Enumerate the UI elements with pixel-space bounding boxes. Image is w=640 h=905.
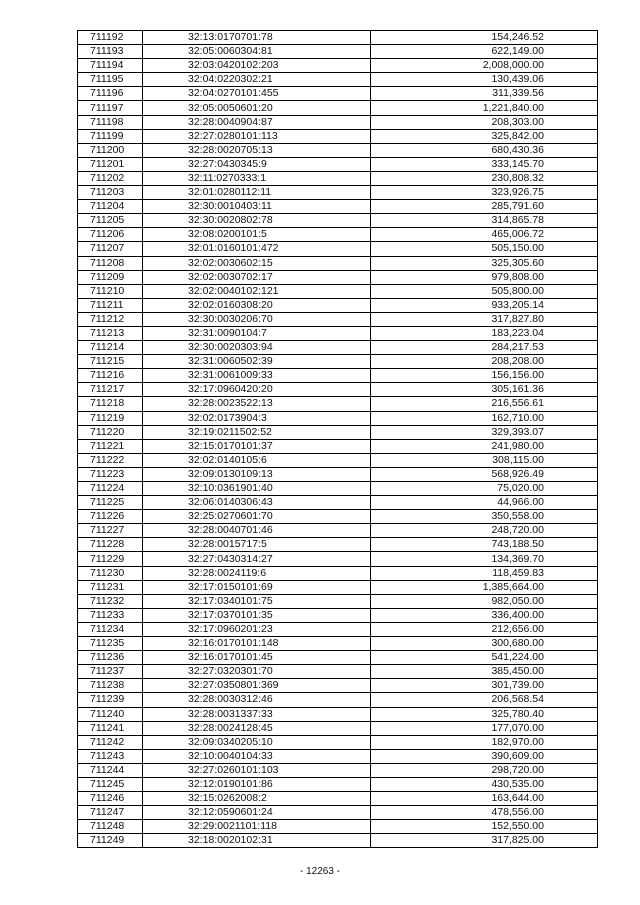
table-row <box>78 622 598 636</box>
cadastral-number-cell: 32:05:0060304:81 <box>143 45 371 59</box>
cadastral-number-cell: 32:28:0030312:46 <box>143 693 371 707</box>
cadastral-number-cell: 32:28:0023522:13 <box>143 397 371 411</box>
cadastral-number-cell: 32:29:0021101:118 <box>143 820 371 834</box>
value-cell: 329,393.07 <box>371 425 598 439</box>
cadastral-number-cell: 32:27:0430345:9 <box>143 157 371 171</box>
row-number-cell: 711225 <box>78 496 143 510</box>
row-number-cell: 711219 <box>78 411 143 425</box>
value-cell: 325,842.00 <box>371 129 598 143</box>
table-row <box>78 665 598 679</box>
cadastral-number-cell: 32:17:0960201:23 <box>143 622 371 636</box>
value-cell: 2,008,000.00 <box>371 59 598 73</box>
row-number-cell: 711239 <box>78 693 143 707</box>
row-number-cell: 711248 <box>78 820 143 834</box>
cadastral-number-cell: 32:28:0031337:33 <box>143 707 371 721</box>
cadastral-number-cell: 32:17:0340101:75 <box>143 594 371 608</box>
table-body <box>78 31 598 848</box>
cadastral-number-cell: 32:04:0220302:21 <box>143 73 371 87</box>
row-number-cell: 711244 <box>78 763 143 777</box>
row-number-cell: 711210 <box>78 284 143 298</box>
row-number-cell: 711204 <box>78 200 143 214</box>
cadastral-number-cell: 32:30:0020802:78 <box>143 214 371 228</box>
row-number-cell: 711200 <box>78 143 143 157</box>
table-row <box>78 59 598 73</box>
row-number-cell: 711241 <box>78 721 143 735</box>
value-cell: 300,680.00 <box>371 637 598 651</box>
table-row <box>78 411 598 425</box>
table-row <box>78 566 598 580</box>
value-cell: 325,780.40 <box>371 707 598 721</box>
cadastral-number-cell: 32:16:0170101:148 <box>143 637 371 651</box>
row-number-cell: 711193 <box>78 45 143 59</box>
value-cell: 130,439.06 <box>371 73 598 87</box>
row-number-cell: 711245 <box>78 777 143 791</box>
cadastral-number-cell: 32:27:0280101:113 <box>143 129 371 143</box>
table-row <box>78 143 598 157</box>
cadastral-number-cell: 32:28:0024128:45 <box>143 721 371 735</box>
table-row <box>78 73 598 87</box>
row-number-cell: 711208 <box>78 256 143 270</box>
cadastral-value-table <box>77 30 598 848</box>
cadastral-number-cell: 32:02:0030702:17 <box>143 270 371 284</box>
table-row <box>78 200 598 214</box>
cadastral-number-cell: 32:12:0590601:24 <box>143 806 371 820</box>
row-number-cell: 711237 <box>78 665 143 679</box>
cadastral-number-cell: 32:28:0015717:5 <box>143 538 371 552</box>
table-row <box>78 707 598 721</box>
value-cell: 44,966.00 <box>371 496 598 510</box>
value-cell: 241,980.00 <box>371 439 598 453</box>
row-number-cell: 711199 <box>78 129 143 143</box>
value-cell: 333,145.70 <box>371 157 598 171</box>
value-cell: 208,208.00 <box>371 355 598 369</box>
value-cell: 177,070.00 <box>371 721 598 735</box>
row-number-cell: 711231 <box>78 580 143 594</box>
table-row <box>78 101 598 115</box>
table-row <box>78 651 598 665</box>
value-cell: 743,188.50 <box>371 538 598 552</box>
cadastral-number-cell: 32:08:0200101:5 <box>143 228 371 242</box>
row-number-cell: 711195 <box>78 73 143 87</box>
value-cell: 541,224.00 <box>371 651 598 665</box>
value-cell: 75,020.00 <box>371 482 598 496</box>
cadastral-number-cell: 32:02:0140105:6 <box>143 453 371 467</box>
cadastral-number-cell: 32:01:0160101:472 <box>143 242 371 256</box>
value-cell: 317,827.80 <box>371 312 598 326</box>
cadastral-number-cell: 32:27:0430314:27 <box>143 552 371 566</box>
value-cell: 430,535.00 <box>371 777 598 791</box>
row-number-cell: 711207 <box>78 242 143 256</box>
value-cell: 285,791.60 <box>371 200 598 214</box>
cadastral-number-cell: 32:27:0320301:70 <box>143 665 371 679</box>
row-number-cell: 711215 <box>78 355 143 369</box>
cadastral-number-cell: 32:15:0262008:2 <box>143 792 371 806</box>
table-row <box>78 341 598 355</box>
row-number-cell: 711205 <box>78 214 143 228</box>
row-number-cell: 711196 <box>78 87 143 101</box>
table-row <box>78 482 598 496</box>
value-cell: 118,459.83 <box>371 566 598 580</box>
table-row <box>78 792 598 806</box>
row-number-cell: 711206 <box>78 228 143 242</box>
row-number-cell: 711226 <box>78 510 143 524</box>
cadastral-number-cell: 32:05:0050601:20 <box>143 101 371 115</box>
page-number: - 12263 - <box>299 866 341 877</box>
value-cell: 979,808.00 <box>371 270 598 284</box>
row-number-cell: 711228 <box>78 538 143 552</box>
table-row <box>78 369 598 383</box>
cadastral-number-cell: 32:18:0020102:31 <box>143 834 371 848</box>
row-number-cell: 711197 <box>78 101 143 115</box>
table-row <box>78 777 598 791</box>
table-row <box>78 510 598 524</box>
value-cell: 390,609.00 <box>371 749 598 763</box>
row-number-cell: 711229 <box>78 552 143 566</box>
table-row <box>78 45 598 59</box>
row-number-cell: 711201 <box>78 157 143 171</box>
cadastral-number-cell: 32:15:0170101:37 <box>143 439 371 453</box>
table-row <box>78 580 598 594</box>
value-cell: 308,115.00 <box>371 453 598 467</box>
row-number-cell: 711221 <box>78 439 143 453</box>
cadastral-number-cell: 32:31:0060502:39 <box>143 355 371 369</box>
row-number-cell: 711240 <box>78 707 143 721</box>
cadastral-number-cell: 32:09:0340205:10 <box>143 735 371 749</box>
table-row <box>78 326 598 340</box>
table-row <box>78 693 598 707</box>
value-cell: 152,550.00 <box>371 820 598 834</box>
value-cell: 230,808.32 <box>371 171 598 185</box>
cadastral-number-cell: 32:11:0270333:1 <box>143 171 371 185</box>
table-row <box>78 270 598 284</box>
row-number-cell: 711236 <box>78 651 143 665</box>
row-number-cell: 711227 <box>78 524 143 538</box>
cadastral-number-cell: 32:30:0020303:94 <box>143 341 371 355</box>
value-cell: 314,865.78 <box>371 214 598 228</box>
table-row <box>78 496 598 510</box>
cadastral-number-cell: 32:13:0170701:78 <box>143 31 371 45</box>
table-row <box>78 608 598 622</box>
cadastral-number-cell: 32:30:0030206:70 <box>143 312 371 326</box>
value-cell: 317,825.00 <box>371 834 598 848</box>
table-row <box>78 214 598 228</box>
value-cell: 163,644.00 <box>371 792 598 806</box>
row-number-cell: 711249 <box>78 834 143 848</box>
row-number-cell: 711222 <box>78 453 143 467</box>
cadastral-number-cell: 32:02:0040102:121 <box>143 284 371 298</box>
table-row <box>78 637 598 651</box>
row-number-cell: 711213 <box>78 326 143 340</box>
value-cell: 182,970.00 <box>371 735 598 749</box>
cadastral-number-cell: 32:10:0040104:33 <box>143 749 371 763</box>
row-number-cell: 711211 <box>78 298 143 312</box>
value-cell: 208,303.00 <box>371 115 598 129</box>
value-cell: 301,739.00 <box>371 679 598 693</box>
table-row <box>78 425 598 439</box>
cadastral-number-cell: 32:03:0420102:203 <box>143 59 371 73</box>
value-cell: 350,558.00 <box>371 510 598 524</box>
row-number-cell: 711224 <box>78 482 143 496</box>
row-number-cell: 711202 <box>78 171 143 185</box>
value-cell: 284,217.53 <box>371 341 598 355</box>
table-row <box>78 453 598 467</box>
table-row <box>78 129 598 143</box>
row-number-cell: 711220 <box>78 425 143 439</box>
value-cell: 1,221,840.00 <box>371 101 598 115</box>
value-cell: 1,385,664.00 <box>371 580 598 594</box>
value-cell: 505,150.00 <box>371 242 598 256</box>
row-number-cell: 711247 <box>78 806 143 820</box>
table-row <box>78 284 598 298</box>
value-cell: 216,556.61 <box>371 397 598 411</box>
cadastral-number-cell: 32:31:0061009:33 <box>143 369 371 383</box>
row-number-cell: 711212 <box>78 312 143 326</box>
table-row <box>78 538 598 552</box>
table-row <box>78 806 598 820</box>
value-cell: 933,205.14 <box>371 298 598 312</box>
value-cell: 982,050.00 <box>371 594 598 608</box>
table-row <box>78 242 598 256</box>
cadastral-number-cell: 32:17:0960420:20 <box>143 383 371 397</box>
table-row <box>78 171 598 185</box>
row-number-cell: 711194 <box>78 59 143 73</box>
cadastral-number-cell: 32:02:0160308:20 <box>143 298 371 312</box>
value-cell: 336,400.00 <box>371 608 598 622</box>
value-cell: 154,246.52 <box>371 31 598 45</box>
value-cell: 305,161.36 <box>371 383 598 397</box>
row-number-cell: 711246 <box>78 792 143 806</box>
value-cell: 325,305.60 <box>371 256 598 270</box>
value-cell: 311,339.56 <box>371 87 598 101</box>
value-cell: 183,223.04 <box>371 326 598 340</box>
row-number-cell: 711223 <box>78 467 143 481</box>
row-number-cell: 711217 <box>78 383 143 397</box>
table-row <box>78 552 598 566</box>
table-row <box>78 157 598 171</box>
table-row <box>78 679 598 693</box>
table-row <box>78 524 598 538</box>
row-number-cell: 711218 <box>78 397 143 411</box>
cadastral-number-cell: 32:31:0090104:7 <box>143 326 371 340</box>
value-cell: 134,369.70 <box>371 552 598 566</box>
table-row <box>78 820 598 834</box>
cadastral-number-cell: 32:28:0040701:46 <box>143 524 371 538</box>
cadastral-number-cell: 32:02:0173904:3 <box>143 411 371 425</box>
value-cell: 568,926.49 <box>371 467 598 481</box>
cadastral-number-cell: 32:17:0370101:35 <box>143 608 371 622</box>
table-row <box>78 31 598 45</box>
value-cell: 212,656.00 <box>371 622 598 636</box>
row-number-cell: 711233 <box>78 608 143 622</box>
cadastral-number-cell: 32:16:0170101:45 <box>143 651 371 665</box>
table-row <box>78 312 598 326</box>
value-cell: 162,710.00 <box>371 411 598 425</box>
cadastral-number-cell: 32:01:0280112:11 <box>143 186 371 200</box>
cadastral-number-cell: 32:02:0030602:15 <box>143 256 371 270</box>
value-cell: 323,926.75 <box>371 186 598 200</box>
cadastral-number-cell: 32:30:0010403:11 <box>143 200 371 214</box>
table-row <box>78 256 598 270</box>
row-number-cell: 711216 <box>78 369 143 383</box>
table-row <box>78 594 598 608</box>
data-table-container <box>77 30 597 848</box>
cadastral-number-cell: 32:28:0020705:13 <box>143 143 371 157</box>
row-number-cell: 711230 <box>78 566 143 580</box>
cadastral-number-cell: 32:25:0270601:70 <box>143 510 371 524</box>
row-number-cell: 711192 <box>78 31 143 45</box>
table-row <box>78 749 598 763</box>
table-row <box>78 763 598 777</box>
cadastral-number-cell: 32:28:0024119:6 <box>143 566 371 580</box>
value-cell: 478,556.00 <box>371 806 598 820</box>
row-number-cell: 711243 <box>78 749 143 763</box>
value-cell: 206,568.54 <box>371 693 598 707</box>
row-number-cell: 711242 <box>78 735 143 749</box>
table-row <box>78 228 598 242</box>
row-number-cell: 711214 <box>78 341 143 355</box>
row-number-cell: 711203 <box>78 186 143 200</box>
table-row <box>78 298 598 312</box>
row-number-cell: 711198 <box>78 115 143 129</box>
cadastral-number-cell: 32:27:0350801:369 <box>143 679 371 693</box>
table-row <box>78 87 598 101</box>
table-row <box>78 721 598 735</box>
value-cell: 465,006.72 <box>371 228 598 242</box>
cadastral-number-cell: 32:04:0270101:455 <box>143 87 371 101</box>
cadastral-number-cell: 32:12:0190101:86 <box>143 777 371 791</box>
table-row <box>78 186 598 200</box>
table-row <box>78 834 598 848</box>
table-row <box>78 467 598 481</box>
value-cell: 248,720.00 <box>371 524 598 538</box>
table-row <box>78 115 598 129</box>
row-number-cell: 711235 <box>78 637 143 651</box>
value-cell: 298,720.00 <box>371 763 598 777</box>
value-cell: 385,450.00 <box>371 665 598 679</box>
row-number-cell: 711238 <box>78 679 143 693</box>
row-number-cell: 711232 <box>78 594 143 608</box>
row-number-cell: 711209 <box>78 270 143 284</box>
table-row <box>78 397 598 411</box>
row-number-cell: 711234 <box>78 622 143 636</box>
value-cell: 680,430.36 <box>371 143 598 157</box>
cadastral-number-cell: 32:06:0140306:43 <box>143 496 371 510</box>
value-cell: 156,156.00 <box>371 369 598 383</box>
table-row <box>78 439 598 453</box>
cadastral-number-cell: 32:10:0361901:40 <box>143 482 371 496</box>
value-cell: 505,800.00 <box>371 284 598 298</box>
table-row <box>78 735 598 749</box>
value-cell: 622,149.00 <box>371 45 598 59</box>
cadastral-number-cell: 32:09:0130109:13 <box>143 467 371 481</box>
table-row <box>78 383 598 397</box>
cadastral-number-cell: 32:17:0150101:69 <box>143 580 371 594</box>
cadastral-number-cell: 32:19:0211502:52 <box>143 425 371 439</box>
table-row <box>78 355 598 369</box>
cadastral-number-cell: 32:28:0040904:87 <box>143 115 371 129</box>
cadastral-number-cell: 32:27:0260101:103 <box>143 763 371 777</box>
